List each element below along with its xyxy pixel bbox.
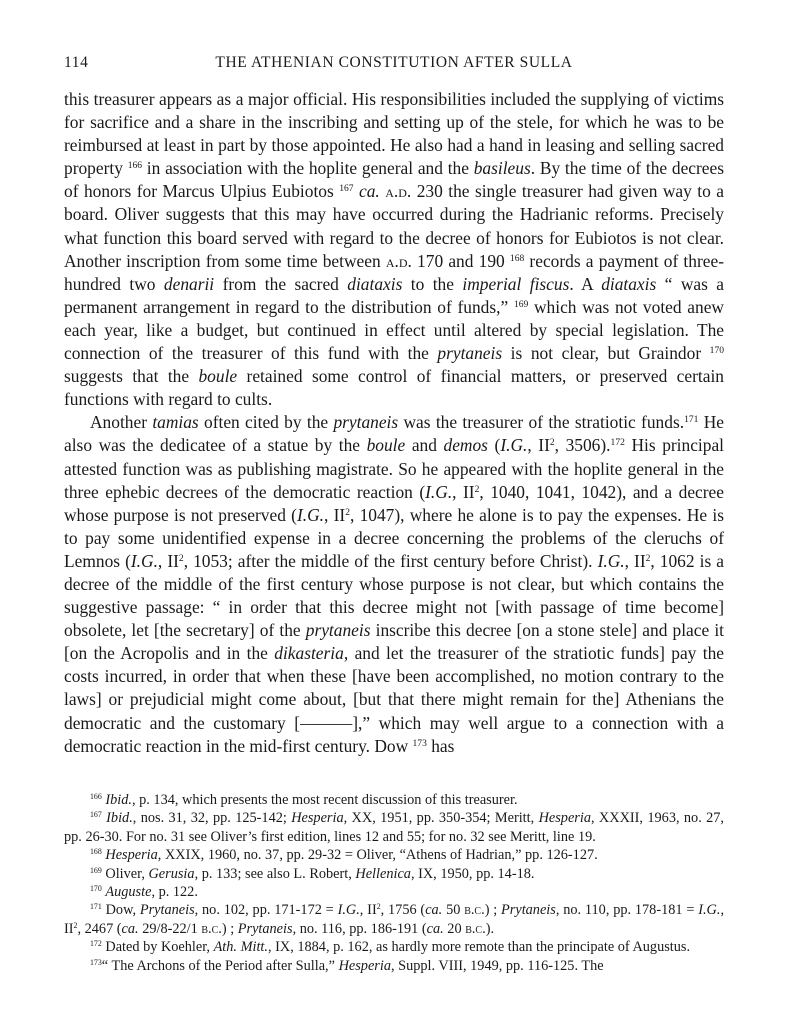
- page-number: 114: [64, 54, 89, 71]
- text-run: , II: [624, 550, 646, 571]
- note-reference: 2: [73, 920, 78, 930]
- italic-run: Prytaneis: [501, 902, 556, 919]
- text-run: , p. 134, which presents the most recent discussion of this treasurer.: [131, 792, 518, 808]
- text-run: was the treasurer of the stratiotic funds.: [398, 412, 685, 433]
- text-run: 170 and 190: [411, 250, 510, 271]
- text-run: , no. 110, pp. 178-181 =: [555, 902, 699, 919]
- italic-run: boule: [198, 366, 238, 387]
- text-run: suggests that the: [64, 366, 199, 387]
- text-run: Oliver,: [101, 865, 149, 882]
- text-run: “ was a permanent arrangement in regard to the distribution of funds,”: [64, 273, 724, 317]
- italic-run: Ibid.: [105, 792, 132, 808]
- text-run: , 1053; after the middle of the first century before Christ).: [183, 550, 598, 571]
- text-run: this treasurer appears as a major official. His responsibilities included the supplying of victims for sacrifice and a share in the inscribing and setting up of the stele, for which he was to be reimbursed at least in part by those appointed. He also had a hand in leasing and selling sacred property: [64, 89, 724, 179]
- note-reference: 171: [90, 902, 102, 912]
- note-reference: 170: [709, 344, 724, 356]
- note-reference: 169: [90, 865, 102, 875]
- text-run: , II: [157, 550, 179, 571]
- italic-run: diataxis: [601, 273, 657, 294]
- text-run: . By the time of the decrees of honors for Marcus Ulpius Eubiotos: [64, 158, 725, 202]
- footnote-168: [64, 846, 724, 864]
- text-run: 230 the single treasurer had given way to a board. Oliver suggests that this may have occurred during the Hadrianic reforms. Precisely what function this board served with regard to the decree of honors for Eubiotos is not clear. Another inscription from some time between: [64, 181, 724, 271]
- text-run: and: [405, 435, 444, 456]
- italic-run: imperial fiscus: [462, 273, 570, 294]
- note-reference: 170: [90, 883, 102, 893]
- italic-run: denarii: [163, 273, 215, 294]
- italic-run: Hellenica: [355, 865, 411, 882]
- italic-run: basileus: [473, 158, 531, 179]
- italic-run: Prytaneis: [237, 920, 293, 937]
- text-run: in association with the hoplite general and the: [142, 158, 474, 179]
- text-run: Dated by Koehler,: [101, 939, 214, 956]
- text-run: , IX, 1884, p. 162, as hardly more remote than the principate of Augustus.: [267, 939, 691, 956]
- text-run: 50: [442, 902, 465, 919]
- note-reference: 166: [127, 160, 143, 172]
- italic-run: Prytaneis: [139, 902, 195, 919]
- small-caps-run: b.c.: [464, 902, 485, 919]
- italic-run: I.G.: [597, 550, 625, 571]
- italic-run: boule: [366, 435, 406, 456]
- text-run: , XX, 1951, pp. 350-354; Meritt,: [343, 810, 539, 827]
- text-run: , 1062 is a decree of the middle of the first century whose purpose is not clear, but which contains the suggestive passage: “ in order that this decree might not [with passage of time become] obsolete, let [the secretary] of the: [64, 550, 724, 641]
- italic-run: ca.: [359, 181, 380, 202]
- text-run: which was not voted anew each year, like a budget, but continued in effect until altered by special legislation. The connection of the treasurer of this fund with the: [64, 296, 724, 364]
- note-reference: 173: [90, 957, 102, 967]
- text-run: He also was the dedicatee of a statue by the: [64, 412, 724, 456]
- italic-run: I.G.: [130, 550, 158, 571]
- small-caps-run: b.c.: [465, 920, 486, 937]
- note-reference: 2: [376, 902, 381, 912]
- note-reference: 2: [345, 506, 350, 518]
- note-reference: 172: [90, 939, 102, 949]
- italic-run: I.G.: [337, 902, 360, 919]
- italic-run: I.G.: [425, 481, 453, 502]
- note-reference: 2: [474, 483, 480, 495]
- text-run: has: [426, 735, 455, 756]
- note-reference: 171: [684, 414, 699, 426]
- small-caps-run: a.d.: [385, 181, 412, 202]
- italic-run: Hesperia: [291, 810, 344, 827]
- body-text: [64, 88, 724, 758]
- text-run: ) ;: [221, 920, 238, 937]
- italic-run: ca.: [426, 920, 444, 937]
- note-reference: 166: [90, 791, 102, 801]
- text-run: , nos. 31, 32, pp. 125-142;: [132, 810, 292, 827]
- paragraph: [64, 411, 724, 757]
- running-header: [64, 54, 724, 76]
- note-reference: 167: [90, 810, 102, 820]
- text-run: records a payment of three-hundred two: [64, 250, 724, 294]
- text-run: , II: [452, 481, 475, 502]
- note-reference: 169: [513, 298, 529, 310]
- footnote-172: [64, 938, 724, 956]
- text-run: . A: [569, 273, 602, 294]
- italic-run: tamias: [152, 412, 199, 433]
- text-run: , 1756 (: [380, 902, 426, 919]
- text-run: His principal attested function was as publishing magistrate. So he appeared with the hoplite general in the three ephebic decrees of the democratic reaction (: [64, 435, 725, 502]
- note-reference: 2: [178, 552, 184, 564]
- text-run: , XXIX, 1960, no. 37, pp. 29-32 = Oliver, “Athens of Hadrian,” pp. 126-127.: [157, 847, 598, 864]
- italic-run: prytaneis: [305, 620, 371, 641]
- text-run: Dow,: [101, 902, 140, 919]
- text-run: , 1040, 1041, 1042), and a decree whose purpose is not preserved (: [64, 481, 724, 525]
- small-caps-run: b.c.: [201, 920, 222, 937]
- text-run: retained some control of financial matters, or preserved certain functions with regard to cults.: [64, 366, 724, 410]
- text-run: (: [487, 435, 501, 456]
- italic-run: diataxis: [347, 273, 403, 294]
- text-run: , 1047), where he alone is to pay the expenses. He is to pay some unidentified expense in a decree concerning the problems of the cleruchs of Lemnos (: [64, 504, 725, 571]
- note-reference: 168: [509, 252, 525, 264]
- italic-run: Ath. Mitt.: [213, 939, 268, 956]
- italic-run: demos: [443, 435, 488, 456]
- footnotes: [64, 791, 724, 975]
- italic-run: dikasteria: [274, 643, 344, 664]
- text-run: , p. 122.: [151, 884, 198, 901]
- running-title: THE ATHENIAN CONSTITUTION AFTER SULLA: [215, 54, 573, 71]
- text-run: , p. 133; see also L. Robert,: [194, 865, 356, 882]
- note-reference: 2: [549, 437, 555, 449]
- text-run: ) ;: [484, 902, 502, 919]
- italic-run: ca.: [425, 902, 443, 919]
- text-run: “ The Archons of the Period after Sulla,”: [101, 957, 339, 974]
- text-run: , and let the treasurer of the stratiotic funds] pay the costs incurred, in order that when these [have been accomplished, no motion contrary to the laws] or prejudicial might come about, [but that there might remain for the] Athenians the democratic and the customary [———],” which may well argue to a connection with a democratic reaction in the mid-first century. Dow: [64, 643, 724, 756]
- text-run: often cited by the: [198, 412, 334, 433]
- text-run: ).: [485, 920, 495, 937]
- italic-run: Gerusia: [148, 865, 195, 882]
- note-reference: 2: [645, 552, 651, 564]
- italic-run: Hesperia: [338, 957, 391, 974]
- italic-run: ca.: [121, 920, 139, 937]
- text-run: Another: [90, 412, 153, 433]
- text-run: , II: [64, 902, 725, 937]
- text-run: , Suppl. VIII, 1949, pp. 116-125. The: [390, 957, 604, 974]
- text-run: is not clear, but Graindor: [502, 343, 710, 364]
- text-run: , II: [359, 902, 377, 919]
- text-run: , II: [324, 504, 346, 525]
- text-run: , no. 102, pp. 171-172 =: [194, 902, 338, 919]
- text-run: 29/8-22/1: [138, 920, 202, 937]
- note-reference: 172: [610, 437, 625, 449]
- footnote-170: [64, 883, 724, 901]
- note-reference: 167: [339, 183, 354, 195]
- text-run: to the: [402, 273, 463, 294]
- italic-run: Auguste: [105, 884, 152, 901]
- footnote-166: [64, 791, 724, 809]
- small-caps-run: a.d.: [385, 250, 412, 271]
- italic-run: Hesperia: [538, 810, 591, 827]
- italic-run: Hesperia: [105, 847, 158, 864]
- paragraph: [64, 88, 724, 411]
- italic-run: Ibid.: [106, 810, 133, 827]
- text-run: from the sacred: [214, 273, 348, 294]
- italic-run: I.G.: [500, 435, 528, 456]
- footnote-171: [64, 901, 724, 938]
- text-run: , XXXII, 1963, no. 27, pp. 26-30. For no. 31 see Oliver’s first edition, lines 12 and 55; for no. 32 see Meritt, line 19.: [64, 810, 725, 845]
- text-run: , 2467 (: [77, 920, 122, 937]
- footnote-173: [64, 957, 724, 975]
- note-reference: 168: [90, 847, 102, 857]
- footnote-169: [64, 865, 724, 883]
- text-run: inscribe this decree [on a stone stele] and place it [on the Acropolis and in the: [64, 620, 724, 664]
- footnote-167: [64, 809, 724, 846]
- text-run: , IX, 1950, pp. 14-18.: [410, 865, 535, 882]
- text-run: , no. 116, pp. 186-191 (: [292, 920, 427, 937]
- text-run: , II: [527, 435, 550, 456]
- italic-run: prytaneis: [333, 412, 399, 433]
- text-run: , 3506).: [554, 435, 611, 456]
- italic-run: I.G.: [296, 504, 324, 525]
- text-run: 20: [443, 920, 466, 937]
- italic-run: I.G.: [698, 902, 721, 919]
- italic-run: prytaneis: [437, 343, 503, 364]
- note-reference: 173: [412, 737, 427, 749]
